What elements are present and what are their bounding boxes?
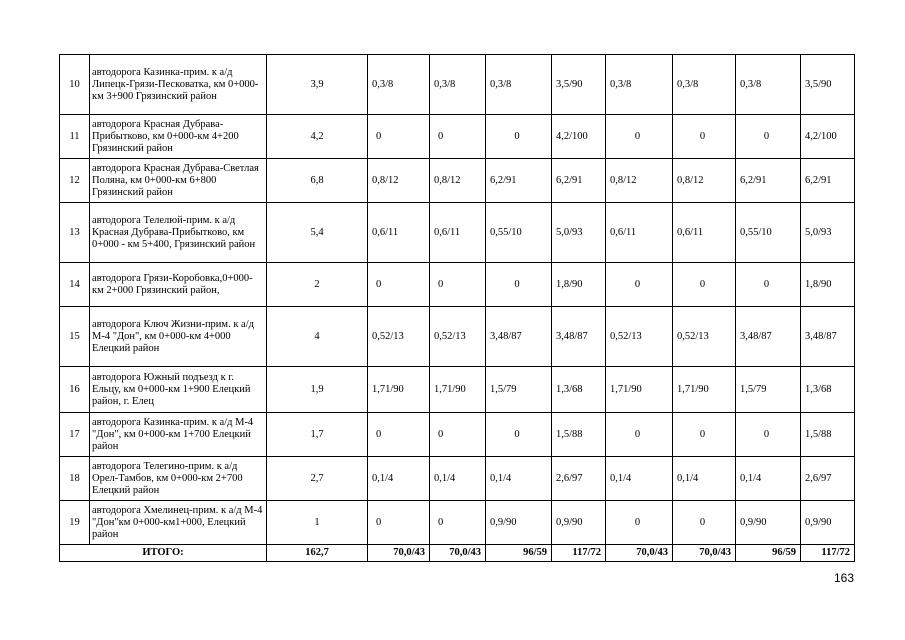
page-number: 163 [834,571,855,585]
road-length: 6,8 [267,159,368,203]
table-row [60,263,855,307]
value-cell: 0,52/13 [606,307,673,367]
row-number: 13 [60,203,90,263]
value-cell: 2,6/97 [552,457,606,501]
value-cell: 0,6/11 [368,203,430,263]
value-cell: 3,48/87 [552,307,606,367]
road-length: 2,7 [267,457,368,501]
value-cell: 0 [673,263,736,307]
road-name: автодорога Красная Дубрава-Прибытково, км 0+000-км 4+200 Грязинский район [90,115,267,159]
road-name: автодорога Ключ Жизни-прим. к а/д М-4 "Дон", км 0+000-км 4+000 Елецкий район [90,307,267,367]
value-cell: 1,71/90 [606,367,673,413]
total-value: 96/59 [736,545,801,562]
value-cell: 1,3/68 [552,367,606,413]
road-length: 4 [267,307,368,367]
value-cell: 1,5/88 [801,413,855,457]
value-cell: 0,3/8 [486,55,552,115]
value-cell: 0 [606,413,673,457]
value-cell: 1,5/79 [486,367,552,413]
value-cell: 0 [736,413,801,457]
value-cell: 0,6/11 [606,203,673,263]
value-cell: 0,8/12 [368,159,430,203]
road-length: 1 [267,501,368,545]
total-value: 70,0/43 [673,545,736,562]
value-cell: 1,8/90 [552,263,606,307]
value-cell: 0 [368,115,430,159]
road-length: 4,2 [267,115,368,159]
value-cell: 1,71/90 [430,367,486,413]
road-length: 2 [267,263,368,307]
value-cell: 3,48/87 [486,307,552,367]
value-cell: 0,52/13 [430,307,486,367]
row-number: 11 [60,115,90,159]
value-cell: 3,5/90 [552,55,606,115]
value-cell: 0 [430,501,486,545]
value-cell: 0,52/13 [673,307,736,367]
row-number: 18 [60,457,90,501]
value-cell: 6,2/91 [736,159,801,203]
value-cell: 1,71/90 [368,367,430,413]
value-cell: 4,2/100 [552,115,606,159]
row-number: 15 [60,307,90,367]
value-cell: 3,48/87 [801,307,855,367]
table-row [60,203,855,263]
table-row [60,55,855,115]
row-number: 14 [60,263,90,307]
road-length: 1,7 [267,413,368,457]
row-number: 17 [60,413,90,457]
table-row [60,501,855,545]
value-cell: 0,1/4 [606,457,673,501]
value-cell: 0 [606,263,673,307]
value-cell: 0 [606,501,673,545]
total-value: 117/72 [552,545,606,562]
value-cell: 0,3/8 [606,55,673,115]
road-name: автодорога Грязи-Коробовка,0+000-км 2+000 Грязинский район, [90,263,267,307]
road-name: автодорога Телегино-прим. к а/д Орел-Тамбов, км 0+000-км 2+700 Елецкий район [90,457,267,501]
value-cell: 0,6/11 [673,203,736,263]
value-cell: 4,2/100 [801,115,855,159]
value-cell: 0 [736,115,801,159]
value-cell: 6,2/91 [486,159,552,203]
table-body [60,55,855,562]
value-cell: 0 [606,115,673,159]
table-row [60,307,855,367]
total-value: 117/72 [801,545,855,562]
value-cell: 3,5/90 [801,55,855,115]
value-cell: 0 [368,501,430,545]
row-number: 12 [60,159,90,203]
road-length: 3,9 [267,55,368,115]
value-cell: 5,0/93 [552,203,606,263]
value-cell: 5,0/93 [801,203,855,263]
value-cell: 0 [486,115,552,159]
total-length: 162,7 [267,545,368,562]
road-length: 1,9 [267,367,368,413]
value-cell: 0,8/12 [606,159,673,203]
value-cell: 1,5/79 [736,367,801,413]
value-cell: 0,1/4 [486,457,552,501]
road-name: автодорога Телелюй-прим. к а/д Красная Дубрава-Прибытково, км 0+000 - км 5+400, Грязинский район [90,203,267,263]
road-name: автодорога Казинка-прим. к а/д М-4 "Дон", км 0+000-км 1+700 Елецкий район [90,413,267,457]
value-cell: 0 [430,413,486,457]
road-length: 5,4 [267,203,368,263]
value-cell: 0,1/4 [736,457,801,501]
road-name: автодорога Хмелинец-прим. к а/д М-4 "Дон"км 0+000-км1+000, Елецкий район [90,501,267,545]
value-cell: 0 [430,115,486,159]
road-name: автодорога Казинка-прим. к а/д Липецк-Грязи-Песковатка, км 0+000-км 3+900 Грязинский район [90,55,267,115]
road-name: автодорога Красная Дубрава-Светлая Поляна, км 0+000-км 6+800 Грязинский район [90,159,267,203]
road-name: автодорога Южный подъезд к г. Ельцу, км 0+000-км 1+900 Елецкий район, г. Елец [90,367,267,413]
value-cell: 0,1/4 [673,457,736,501]
value-cell: 1,8/90 [801,263,855,307]
row-number: 19 [60,501,90,545]
value-cell: 0,3/8 [368,55,430,115]
table-row [60,367,855,413]
value-cell: 1,5/88 [552,413,606,457]
value-cell: 0,3/8 [673,55,736,115]
total-value: 70,0/43 [430,545,486,562]
table-row [60,159,855,203]
value-cell: 0 [430,263,486,307]
table-row [60,413,855,457]
row-number: 10 [60,55,90,115]
value-cell: 6,2/91 [801,159,855,203]
value-cell: 1,3/68 [801,367,855,413]
roads-table [59,54,855,562]
value-cell: 1,71/90 [673,367,736,413]
value-cell: 0 [368,413,430,457]
value-cell: 0,52/13 [368,307,430,367]
value-cell: 0,9/90 [552,501,606,545]
value-cell: 0 [673,413,736,457]
value-cell: 0,6/11 [430,203,486,263]
total-value: 96/59 [486,545,552,562]
value-cell: 0,3/8 [430,55,486,115]
value-cell: 0,9/90 [801,501,855,545]
table-row [60,457,855,501]
value-cell: 0,9/90 [736,501,801,545]
value-cell: 0,3/8 [736,55,801,115]
row-number: 16 [60,367,90,413]
value-cell: 0 [673,501,736,545]
value-cell: 0,1/4 [368,457,430,501]
table-row [60,115,855,159]
value-cell: 0 [673,115,736,159]
value-cell: 0 [486,413,552,457]
value-cell: 0,9/90 [486,501,552,545]
value-cell: 3,48/87 [736,307,801,367]
value-cell: 0 [368,263,430,307]
value-cell: 2,6/97 [801,457,855,501]
total-row [60,545,855,562]
value-cell: 0,8/12 [430,159,486,203]
value-cell: 0 [486,263,552,307]
total-value: 70,0/43 [606,545,673,562]
value-cell: 6,2/91 [552,159,606,203]
total-value: 70,0/43 [368,545,430,562]
value-cell: 0,1/4 [430,457,486,501]
total-label: ИТОГО: [60,545,267,562]
value-cell: 0,55/10 [736,203,801,263]
value-cell: 0,55/10 [486,203,552,263]
value-cell: 0,8/12 [673,159,736,203]
value-cell: 0 [736,263,801,307]
document-page [59,54,854,562]
